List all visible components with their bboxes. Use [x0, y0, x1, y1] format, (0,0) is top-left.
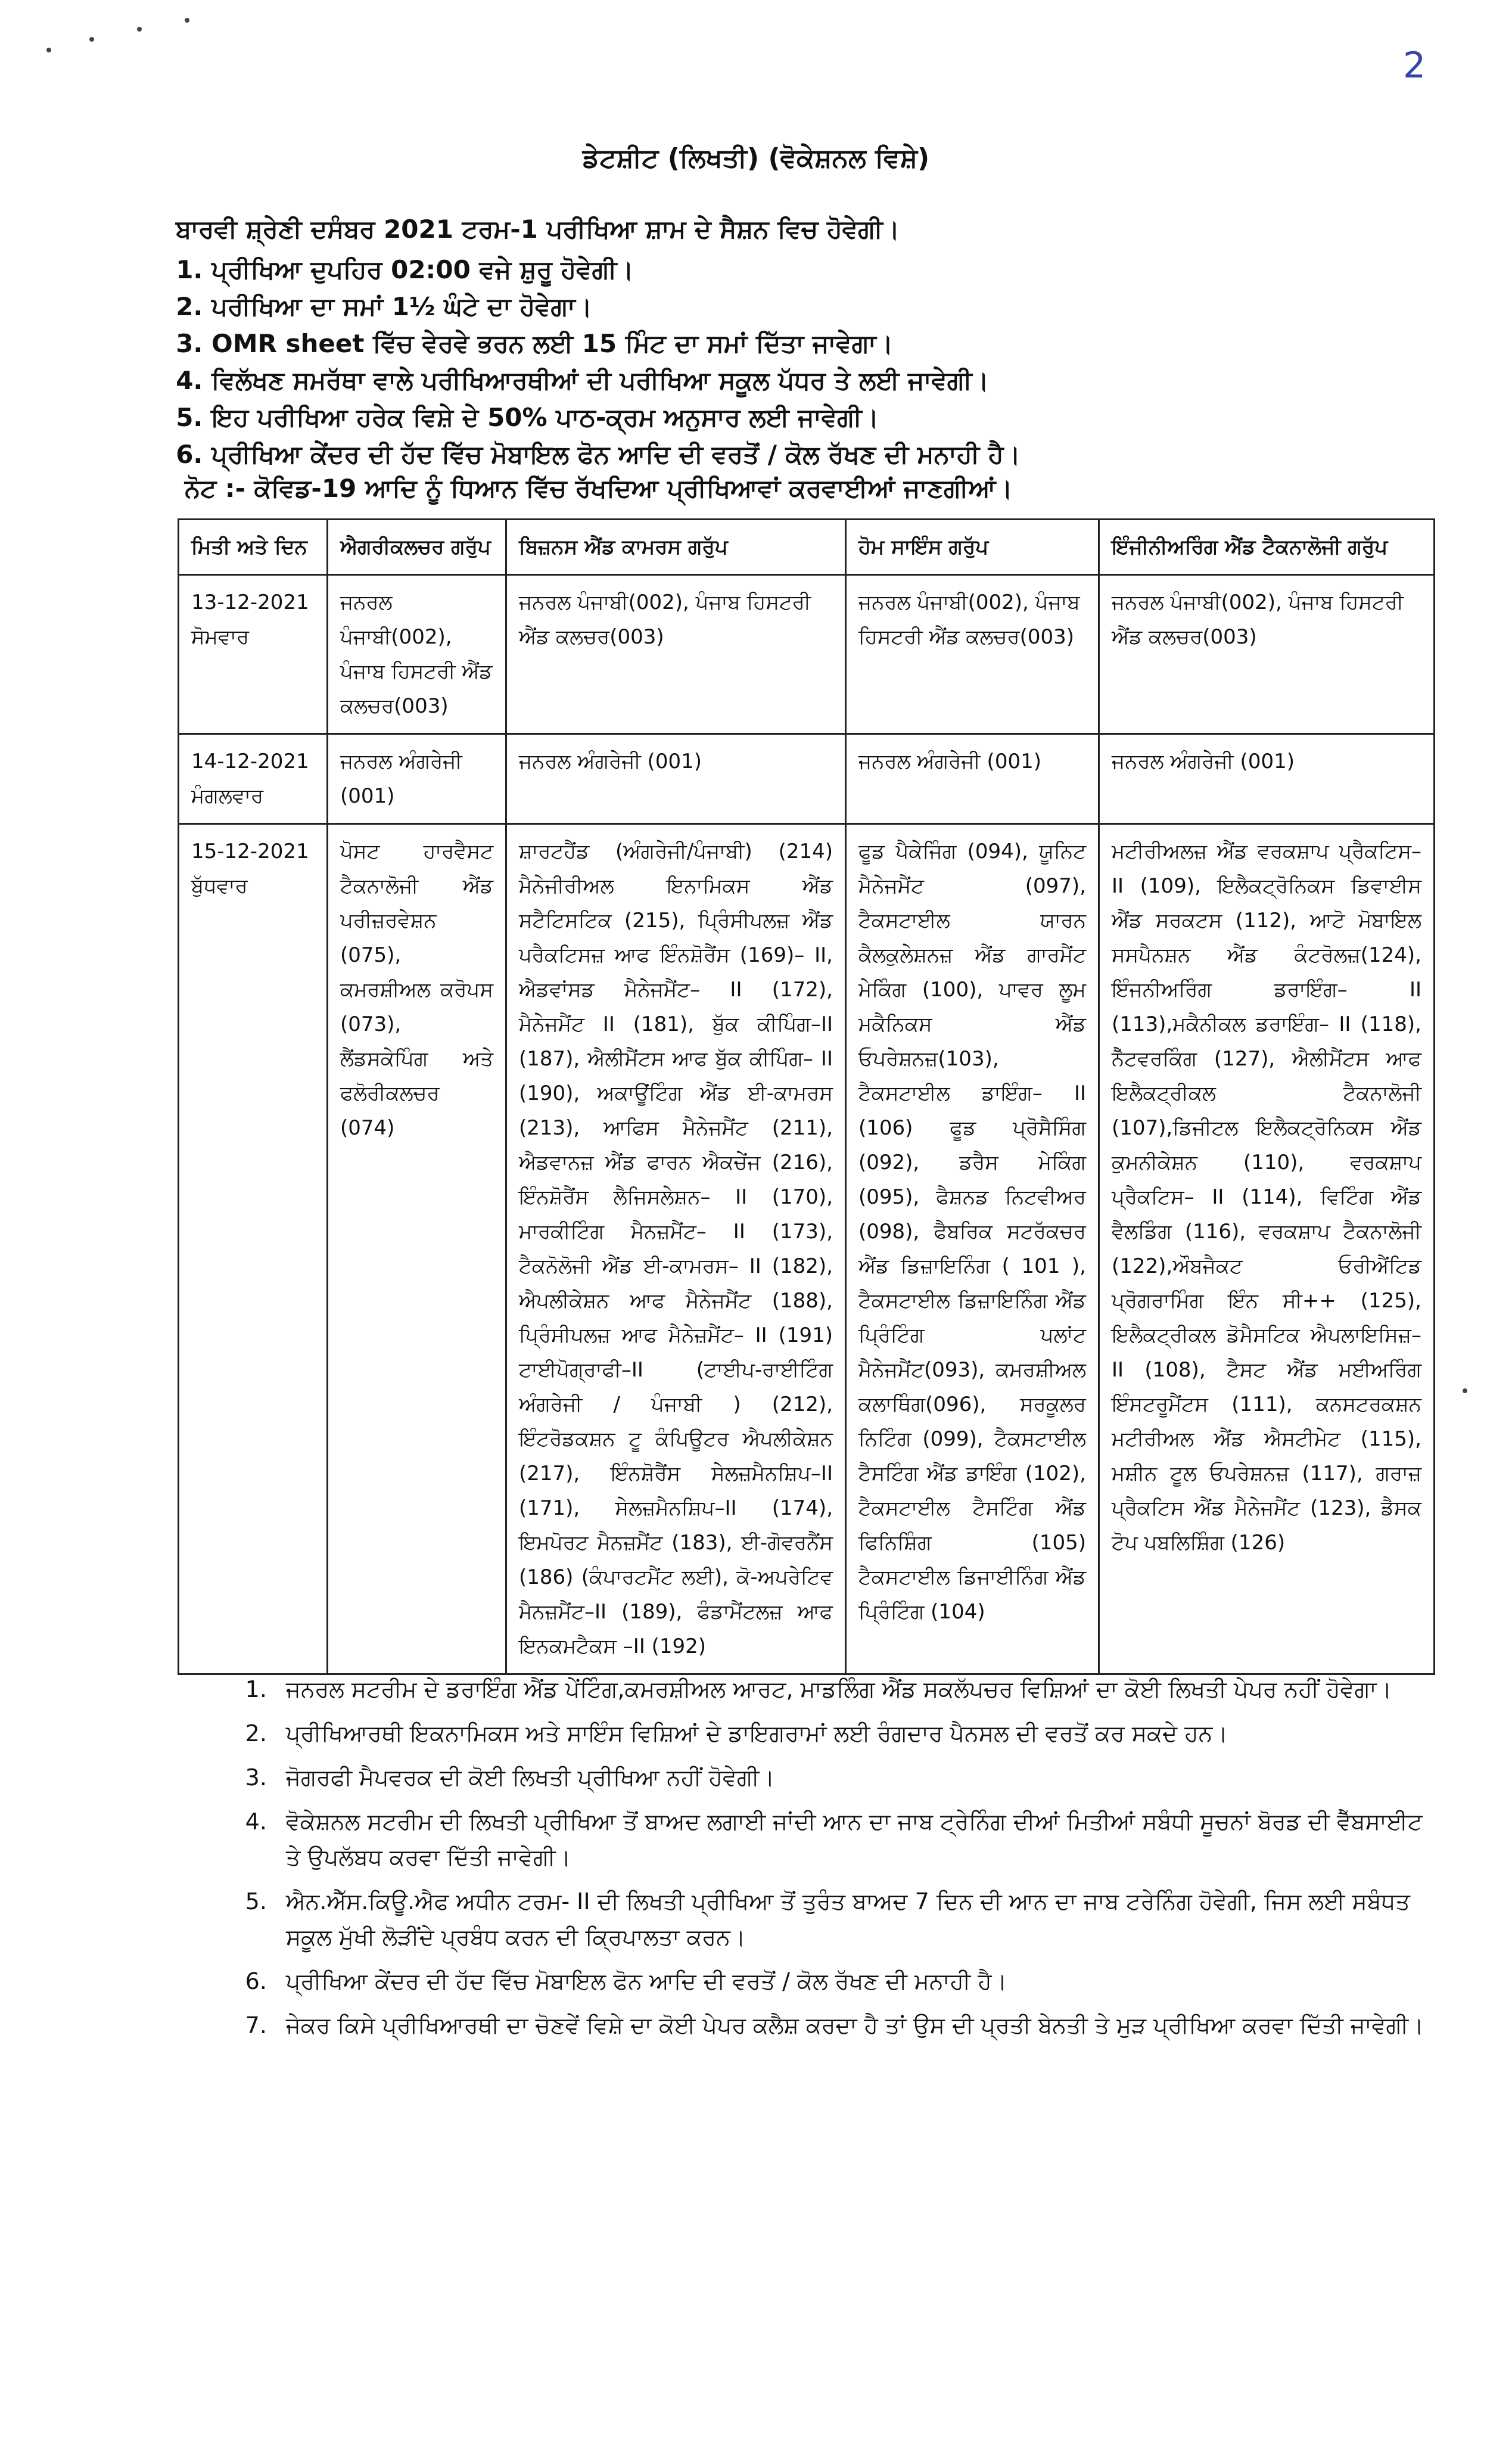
business-cell: ਜਨਰਲ ਪੰਜਾਬੀ(002), ਪੰਜਾਬ ਹਿਸਟਰੀ ਐਂਡ ਕਲਚਰ(003)	[506, 575, 846, 734]
engineering-cell: ਜਨਰਲ ਅੰਗਰੇਜੀ (001)	[1099, 734, 1435, 824]
scan-speck	[89, 37, 94, 42]
agriculture-cell: ਪੋਸਟ ਹਾਰਵੈਸਟ ਟੈਕਨਾਲੋਜੀ ਐਂਡ ਪਰੀਜ਼ਰਵੇਸ਼ਨ (075), ਕਮਰਸ਼ੀਅਲ ਕਰੋਪਸ (073), ਲੈਂਡਸਕੇਪਿੰਗ ਅਤੇ ਫਲੋਰੀਕਲਚਰ (074)	[328, 824, 506, 1674]
exam-day: ਬੁੱਧਵਾਰ	[191, 874, 248, 898]
scan-speck	[137, 27, 142, 32]
engineering-cell: ਜਨਰਲ ਪੰਜਾਬੀ(002), ਪੰਜਾਬ ਹਿਸਟਰੀ ਐਂਡ ਕਲਚਰ(003)	[1099, 575, 1435, 734]
date-cell	[179, 824, 328, 1674]
table-row	[179, 734, 1435, 824]
instruction-item: 1. ਪ੍ਰੀਖਿਆ ਦੁਪਹਿਰ 02:00 ਵਜੇ ਸ਼ੁਰੂ ਹੋਵੇਗੀ।	[211, 251, 1367, 288]
header-date-day: ਮਿਤੀ ਅਤੇ ਦਿਨ	[179, 520, 328, 575]
engineering-cell: ਮਟੀਰੀਅਲਜ਼ ਐਂਡ ਵਰਕਸ਼ਾਪ ਪ੍ਰੈਕਟਿਸ– II (109), ਇਲੈਕਟ੍ਰੋਨਿਕਸ ਡਿਵਾਈਸ ਐਂਡ ਸਰਕਟਸ (112), ਆਟੋ ਮੋਬਾਇਲ ਸਸਪੈਨਸ਼ਨ ਐਂਡ ਕੰਟਰੋਲਜ਼(124), ਇੰਜਨੀਅਰਿੰਗ ਡਰਾਇੰਗ– II (113),ਮਕੈਨੀਕਲ ਡਰਾਇੰਗ– II (118), ਨੈੱਟਵਰਕਿੰਗ (127), ਐਲੀਮੈਂਟਸ ਆਫ ਇਲੈਕਟ੍ਰੀਕਲ ਟੈਕਨਾਲੋਜੀ (107),ਡਿਜੀਟਲ ਇਲੈਕਟ੍ਰੋਨਿਕਸ ਐਂਡ ਕੁਮਨੀਕੇਸ਼ਨ (110), ਵਰਕਸ਼ਾਪ ਪ੍ਰੈਕਟਿਸ– II (114), ਵਿਟਿੰਗ ਐਂਡ ਵੈਲਡਿੰਗ (116), ਵਰਕਸ਼ਾਪ ਟੈਕਨਾਲੋਜੀ (122),ਔਬਜੈਕਟ ਓਰੀਐਂਟਿਡ ਪ੍ਰੋਗਰਾਮਿੰਗ ਇੰਨ ਸੀ++ (125), ਇਲੈਕਟ੍ਰੀਕਲ ਡੋਮੈਸਟਿਕ ਐਪਲਾਇਸਿਜ਼– II (108), ਟੈਸਟ ਐਂਡ ਮਈਅਰਿੰਗ ਇੰਸਟਰੂਮੈਂਟਸ (111), ਕਨਸਟਰਕਸ਼ਨ ਮਟੀਰੀਅਲ ਐਂਡ ਐਸਟੀਮੇਟ (115), ਮਸ਼ੀਨ ਟੂਲ ਓਪਰੇਸ਼ਨਜ਼ (117), ਗਰਾਜ਼ ਪ੍ਰੈਕਟਿਸ ਐਂਡ ਮੈਨੇਜਮੈਂਟ (123), ਡੈਸਕ ਟੋਪ ਪਬਲਿਸ਼ਿੰਗ (126)	[1099, 824, 1435, 1674]
exam-date: 15-12-2021	[191, 840, 309, 863]
instruction-item: 2. ਪਰੀਖਿਆ ਦਾ ਸਮਾਂ 1½ ਘੰਟੇ ਦਾ ਹੋਵੇਗਾ।	[211, 288, 1367, 325]
note-item: 5. ਐਨ.ਐੱਸ.ਕਿਊ.ਐਫ ਅਧੀਨ ਟਰਮ- II ਦੀ ਲਿਖਤੀ ਪ੍ਰੀਖਿਆ ਤੋਂ ਤੁਰੰਤ ਬਾਅਦ 7 ਦਿਨ ਦੀ ਆਨ ਦਾ ਜਾਬ ਟਰੇਨਿੰਗ ਹੋਵੇਗੀ, ਜਿਸ ਲਈ ਸਬੰਧਤ ਸਕੂਲ ਮੁੱਖੀ ਲੋੜੀਂਦੇ ਪ੍ਰਬੰਧ ਕਰਨ ਦੀ ਕ੍ਰਿਪਾਲਤਾ ਕਰਨ।	[274, 1884, 1442, 1955]
header-business-commerce: ਬਿਜ਼ਨਸ ਐਂਡ ਕਾਮਰਸ ਗਰੁੱਪ	[506, 520, 846, 575]
scan-speck	[1463, 1388, 1467, 1393]
home-science-cell: ਜਨਰਲ ਪੰਜਾਬੀ(002), ਪੰਜਾਬ ਹਿਸਟਰੀ ਐਂਡ ਕਲਚਰ(003)	[846, 575, 1099, 734]
instruction-item: 3. OMR sheet ਵਿੱਚ ਵੇਰਵੇ ਭਰਨ ਲਈ 15 ਮਿੰਟ ਦਾ ਸਮਾਂ ਦਿੱਤਾ ਜਾਵੇਗਾ।	[211, 325, 1367, 362]
datesheet-table	[178, 518, 1435, 1675]
exam-day: ਮੰਗਲਵਾਰ	[191, 784, 264, 808]
note-item: 4. ਵੋਕੇਸ਼ਨਲ ਸਟਰੀਮ ਦੀ ਲਿਖਤੀ ਪ੍ਰੀਖਿਆ ਤੋਂ ਬਾਅਦ ਲਗਾਈ ਜਾਂਦੀ ਆਨ ਦਾ ਜਾਬ ਟ੍ਰੇਨਿੰਗ ਦੀਆਂ ਮਿਤੀਆਂ ਸਬੰਧੀ ਸੂਚਨਾਂ ਬੋਰਡ ਦੀ ਵੈੱਬਸਾਈਟ ਤੇ ਉਪਲੱਬਧ ਕਰਵਾ ਦਿੱਤੀ ਜਾਵੇਗੀ।	[274, 1804, 1442, 1875]
note-item: 6. ਪ੍ਰੀਖਿਆ ਕੇਂਦਰ ਦੀ ਹੱਦ ਵਿੱਚ ਮੋਬਾਇਲ ਫੋਨ ਆਦਿ ਦੀ ਵਰਤੋਂ / ਕੋਲ ਰੱਖਣ ਦੀ ਮਨਾਹੀ ਹੈ।	[274, 1963, 1442, 1999]
note-item: 7. ਜੇਕਰ ਕਿਸੇ ਪ੍ਰੀਖਿਆਰਥੀ ਦਾ ਚੋਣਵੇਂ ਵਿਸ਼ੇ ਦਾ ਕੋਈ ਪੇਪਰ ਕਲੈਸ਼ ਕਰਦਾ ਹੈ ਤਾਂ ਉਸ ਦੀ ਪ੍ਰਤੀ ਬੇਨਤੀ ਤੇ ਮੁੜ ਪ੍ਰੀਖਿਆ ਕਰਵਾ ਦਿੱਤੀ ਜਾਵੇਗੀ।	[274, 2008, 1442, 2043]
intro-section	[176, 215, 1367, 473]
instruction-list	[176, 251, 1367, 473]
instruction-item: 6. ਪ੍ਰੀਖਿਆ ਕੇਂਦਰ ਦੀ ਹੱਦ ਵਿੱਚ ਮੋਬਾਇਲ ਫੋਨ ਆਦਿ ਦੀ ਵਰਤੋਂ / ਕੋਲ ਰੱਖਣ ਦੀ ਮਨਾਹੀ ਹੈ।	[211, 436, 1367, 473]
covid-note: ਨੋਟ :- ਕੋਵਿਡ-19 ਆਦਿ ਨੂੰ ਧਿਆਨ ਵਿੱਚ ਰੱਖਦਿਆ ਪ੍ਰੀਖਿਆਵਾਂ ਕਰਵਾਈਆਂ ਜਾਣਗੀਆਂ।	[185, 474, 1013, 503]
note-item: 1. ਜਨਰਲ ਸਟਰੀਮ ਦੇ ਡਰਾਇੰਗ ਐਂਡ ਪੇਂਟਿੰਗ,ਕਮਰਸ਼ੀਅਲ ਆਰਟ, ਮਾਡਲਿੰਗ ਐਂਡ ਸਕਲੱਪਚਰ ਵਿਸ਼ਿਆਂ ਦਾ ਕੋਈ ਲਿਖਤੀ ਪੇਪਰ ਨਹੀਂ ਹੋਵੇਗਾ।	[274, 1671, 1442, 1707]
table-row	[179, 575, 1435, 734]
header-engineering: ਇੰਜੀਨੀਅਰਿੰਗ ਐਂਡ ਟੈਕਨਾਲੋਜੀ ਗਰੁੱਪ	[1099, 520, 1435, 575]
exam-day: ਸੋਮਵਾਰ	[191, 625, 250, 649]
exam-date: 13-12-2021	[191, 591, 309, 614]
page-number: 2	[1403, 45, 1426, 86]
agriculture-cell: ਜਨਰਲ ਅੰਗਰੇਜੀ (001)	[328, 734, 506, 824]
instruction-item: 5. ਇਹ ਪਰੀਖਿਆ ਹਰੇਕ ਵਿਸ਼ੇ ਦੇ 50% ਪਾਠ-ਕ੍ਰਮ ਅਨੁਸਾਰ ਲਈ ਜਾਵੇਗੀ।	[211, 399, 1367, 436]
document-title: ਡੇਟਸ਼ੀਟ (ਲਿਖਤੀ) (ਵੋਕੇਸ਼ਨਲ ਵਿਸ਼ੇ)	[582, 143, 930, 173]
date-cell	[179, 575, 328, 734]
home-science-cell: ਜਨਰਲ ਅੰਗਰੇਜੀ (001)	[846, 734, 1099, 824]
header-agriculture: ਐਗਰੀਕਲਚਰ ਗਰੁੱਪ	[328, 520, 506, 575]
agriculture-cell: ਜਨਰਲ ਪੰਜਾਬੀ(002), ਪੰਜਾਬ ਹਿਸਟਰੀ ਐਂਡ ਕਲਚਰ(003)	[328, 575, 506, 734]
table-header-row	[179, 520, 1435, 575]
notes-list	[214, 1671, 1442, 2043]
footer-notes	[214, 1671, 1442, 2052]
date-cell	[179, 734, 328, 824]
note-item: 2. ਪ੍ਰੀਖਿਆਰਥੀ ਇਕਨਾਮਿਕਸ ਅਤੇ ਸਾਇੰਸ ਵਿਸ਼ਿਆਂ ਦੇ ਡਾਇਗਰਾਮਾਂ ਲਈ ਰੰਗਦਾਰ ਪੈਨਸਲ ਦੀ ਵਰਤੋਂ ਕਰ ਸਕਦੇ ਹਨ।	[274, 1716, 1442, 1751]
table-row	[179, 824, 1435, 1674]
note-item: 3. ਜੋਗਰਫੀ ਮੈਪਵਰਕ ਦੀ ਕੋਈ ਲਿਖਤੀ ਪ੍ਰੀਖਿਆ ਨਹੀਂ ਹੋਵੇਗੀ।	[274, 1760, 1442, 1795]
intro-lead: ਬਾਰਵੀ ਸ਼੍ਰੇਣੀ ਦਸੰਬਰ 2021 ਟਰਮ-1 ਪਰੀਖਿਆ ਸ਼ਾਮ ਦੇ ਸੈਸ਼ਨ ਵਿਚ ਹੋਵੇਗੀ।	[176, 215, 900, 244]
home-science-cell: ਫੂਡ ਪੈਕੇਜਿੰਗ (094), ਯੂਨਿਟ ਮੈਨੇਜਮੈਂਟ (097), ਟੈਕਸਟਾਈਲ ਯਾਰਨ ਕੈਲਕੁਲੇਸ਼ਨਜ਼ ਐਂਡ ਗਾਰਮੈਂਟ ਮੇਕਿੰਗ (100), ਪਾਵਰ ਲੂਮ ਮਕੈਨਿਕਸ ਐਂਡ ਓਪਰੇਸ਼ਨਜ਼(103), ਟੈਕਸਟਾਈਲ ਡਾਇੰਗ– II (106) ਫੂਡ ਪ੍ਰੋਸੈਸਿੰਗ (092), ਡਰੈਸ ਮੇਕਿੰਗ (095), ਫੈਸ਼ਨਡ ਨਿਟਵੀਅਰ (098), ਫੈਬਰਿਕ ਸਟਰੱਕਚਰ ਐਂਡ ਡਿਜ਼ਾਇਨਿੰਗ ( 101 ), ਟੈਕਸਟਾਈਲ ਡਿਜ਼ਾਇਨਿੰਗ ਐਂਡ ਪ੍ਰਿੰਟਿੰਗ ਪਲਾਂਟ ਮੈਨੇਜਮੈਂਟ(093), ਕਮਰਸ਼ੀਅਲ ਕਲਾਥਿੰਗ(096), ਸਰਕੂਲਰ ਨਿਟਿੰਗ (099), ਟੈਕਸਟਾਈਲ ਟੈਸਟਿੰਗ ਐਂਡ ਡਾਇੰਗ (102), ਟੈਕਸਟਾਈਲ ਟੈਸਟਿੰਗ ਐਂਡ ਫਿਨਿਸ਼ਿੰਗ (105) ਟੈਕਸਟਾਈਲ ਡਿਜਾਈਨਿੰਗ ਐਂਡ ਪ੍ਰਿੰਟਿੰਗ (104)	[846, 824, 1099, 1674]
header-home-science: ਹੋਮ ਸਾਇੰਸ ਗਰੁੱਪ	[846, 520, 1099, 575]
business-cell: ਜਨਰਲ ਅੰਗਰੇਜੀ (001)	[506, 734, 846, 824]
instruction-item: 4. ਵਿਲੱਖਣ ਸਮਰੱਥਾ ਵਾਲੇ ਪਰੀਖਿਆਰਥੀਆਂ ਦੀ ਪਰੀਖਿਆ ਸਕੂਲ ਪੱਧਰ ਤੇ ਲਈ ਜਾਵੇਗੀ।	[211, 362, 1367, 399]
exam-date: 14-12-2021	[191, 750, 309, 773]
scan-speck	[46, 48, 51, 52]
scan-speck	[185, 18, 189, 23]
business-cell: ਸ਼ਾਰਟਹੈਂਡ (ਅੰਗਰੇਜੀ/ਪੰਜਾਬੀ) (214) ਮੈਨੇਜੀਰੀਅਲ ਇਨਾਮਿਕਸ ਐਂਡ ਸਟੈਟਿਸਟਿਕ (215), ਪ੍ਰਿੰਸੀਪਲਜ਼ ਐਂਡ ਪਰੈਕਟਿਸਜ਼ ਆਫ ਇੰਨਸ਼ੋਰੈਂਸ (169)– II, ਐਡਵਾਂਸਡ ਮੈਨੇਜਮੈਂਟ– II (172), ਮੈਨੇਜਮੈਂਟ II (181), ਬੁੱਕ ਕੀਪਿੰਗ–II (187), ਐਲੀਮੈਂਟਸ ਆਫ ਬੁੱਕ ਕੀਪਿੰਗ– II (190), ਅਕਾਊਂਟਿੰਗ ਐਂਡ ਈ-ਕਾਮਰਸ (213), ਆਫਿਸ ਮੈਨੇਜਮੈਂਟ (211), ਐਡਵਾਨਜ਼ ਐਂਡ ਫਾਰਨ ਐਕਚੇਂਜ (216), ਇੰਨਸ਼ੋਰੈਂਸ ਲੈਜਿਸਲੇਸ਼ਨ– II (170), ਮਾਰਕੀਟਿੰਗ ਮੈਨਜ਼ਮੈਂਟ– II (173), ਟੈਕਨੋਲੋਜੀ ਐਂਡ ਈ-ਕਾਮਰਸ– II (182), ਐਪਲੀਕੇਸ਼ਨ ਆਫ ਮੈਨੇਜਮੈਂਟ (188), ਪ੍ਰਿੰਸੀਪਲਜ਼ ਆਫ ਮੈਨੇਜ਼ਮੈਂਟ– II (191) ਟਾਈਪੋਗ੍ਰਾਫੀ–II (ਟਾਈਪ-ਰਾਈਟਿੰਗ ਅੰਗਰੇਜੀ / ਪੰਜਾਬੀ ) (212), ਇੰਟਰੋਡਕਸ਼ਨ ਟੂ ਕੰਪਿਊਟਰ ਐਪਲੀਕੇਸ਼ਨ (217), ਇੰਨਸ਼ੋਰੈਂਸ ਸੇਲਜ਼ਮੈਨਸ਼ਿਪ–II (171), ਸੇਲਜ਼ਮੈਨਸ਼ਿਪ–II (174), ਇਮਪੋਰਟ ਮੈਨਜ਼ਮੈਂਟ (183), ਈ-ਗੋਵਰਨੈਂਸ (186) (ਕੰਪਾਰਟਮੈਂਟ ਲਈ), ਕੋ-ਅਪਰੇਟਿਵ ਮੈਨਜ਼ਮੈਂਟ–II (189), ਫੰਡਾਮੈਂਟਲਜ਼ ਆਫ ਇਨਕਮਟੈਕਸ –II (192)	[506, 824, 846, 1674]
